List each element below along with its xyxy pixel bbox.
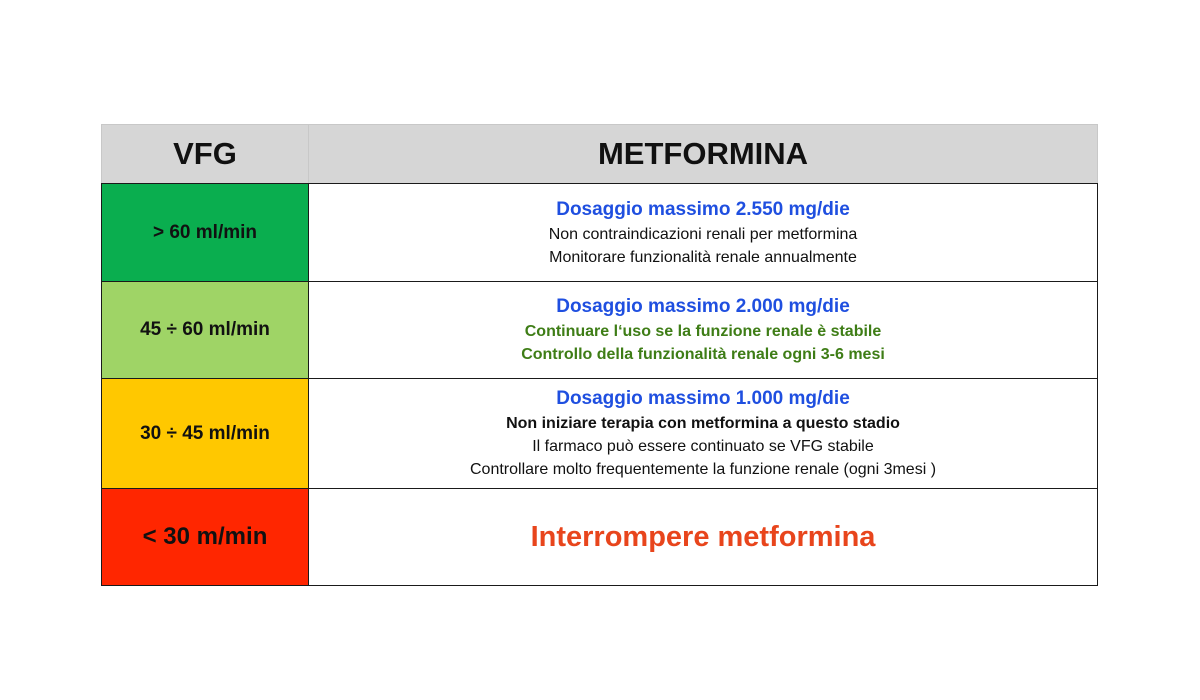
vfg-range-cell — [102, 282, 309, 379]
stop-metformin-text: Interrompere metformina — [530, 520, 876, 553]
max-dose-text: Dosaggio massimo 2.000 mg/die — [556, 296, 850, 317]
note-text: Monitorare funzionalità renale annualmente — [549, 248, 857, 266]
vfg-range-cell — [102, 184, 309, 282]
recommendation-cell — [309, 489, 1098, 586]
metformin-dosage-table — [101, 124, 1098, 586]
note-text: Continuare l‘uso se la funzione renale è stabile — [524, 323, 882, 340]
table-row — [102, 184, 1098, 282]
vfg-range-label: 45 ÷ 60 ml/min — [140, 319, 270, 340]
note-text: Non contraindicazioni renali per metformina — [548, 225, 858, 243]
recommendation-cell — [309, 282, 1098, 379]
recommendation-cell — [309, 379, 1098, 489]
header-vfg: VFG — [102, 125, 309, 184]
max-dose-text: Dosaggio massimo 2.550 mg/die — [556, 198, 850, 220]
vfg-range-label: 30 ÷ 45 ml/min — [140, 422, 270, 444]
table-row — [102, 489, 1098, 586]
note-text: Il farmaco può essere continuato se VFG stabile — [532, 438, 874, 455]
vfg-range-label: > 60 ml/min — [152, 221, 258, 243]
vfg-range-label: < 30 m/min — [142, 523, 268, 550]
vfg-range-cell — [102, 379, 309, 489]
vfg-range-cell — [102, 489, 309, 586]
recommendation-cell — [309, 184, 1098, 282]
header-metformina: METFORMINA — [309, 125, 1098, 184]
table-row — [102, 379, 1098, 489]
table-row — [102, 282, 1098, 379]
note-text: Controllo della funzionalità renale ogni 3-6 mesi — [521, 346, 885, 363]
note-text: Controllare molto frequentemente la funzione renale (ogni 3mesi ) — [469, 461, 937, 478]
note-text: Non iniziare terapia con metformina a questo stadio — [506, 415, 900, 432]
max-dose-text: Dosaggio massimo 1.000 mg/die — [556, 388, 850, 409]
table-header-row — [102, 125, 1098, 184]
